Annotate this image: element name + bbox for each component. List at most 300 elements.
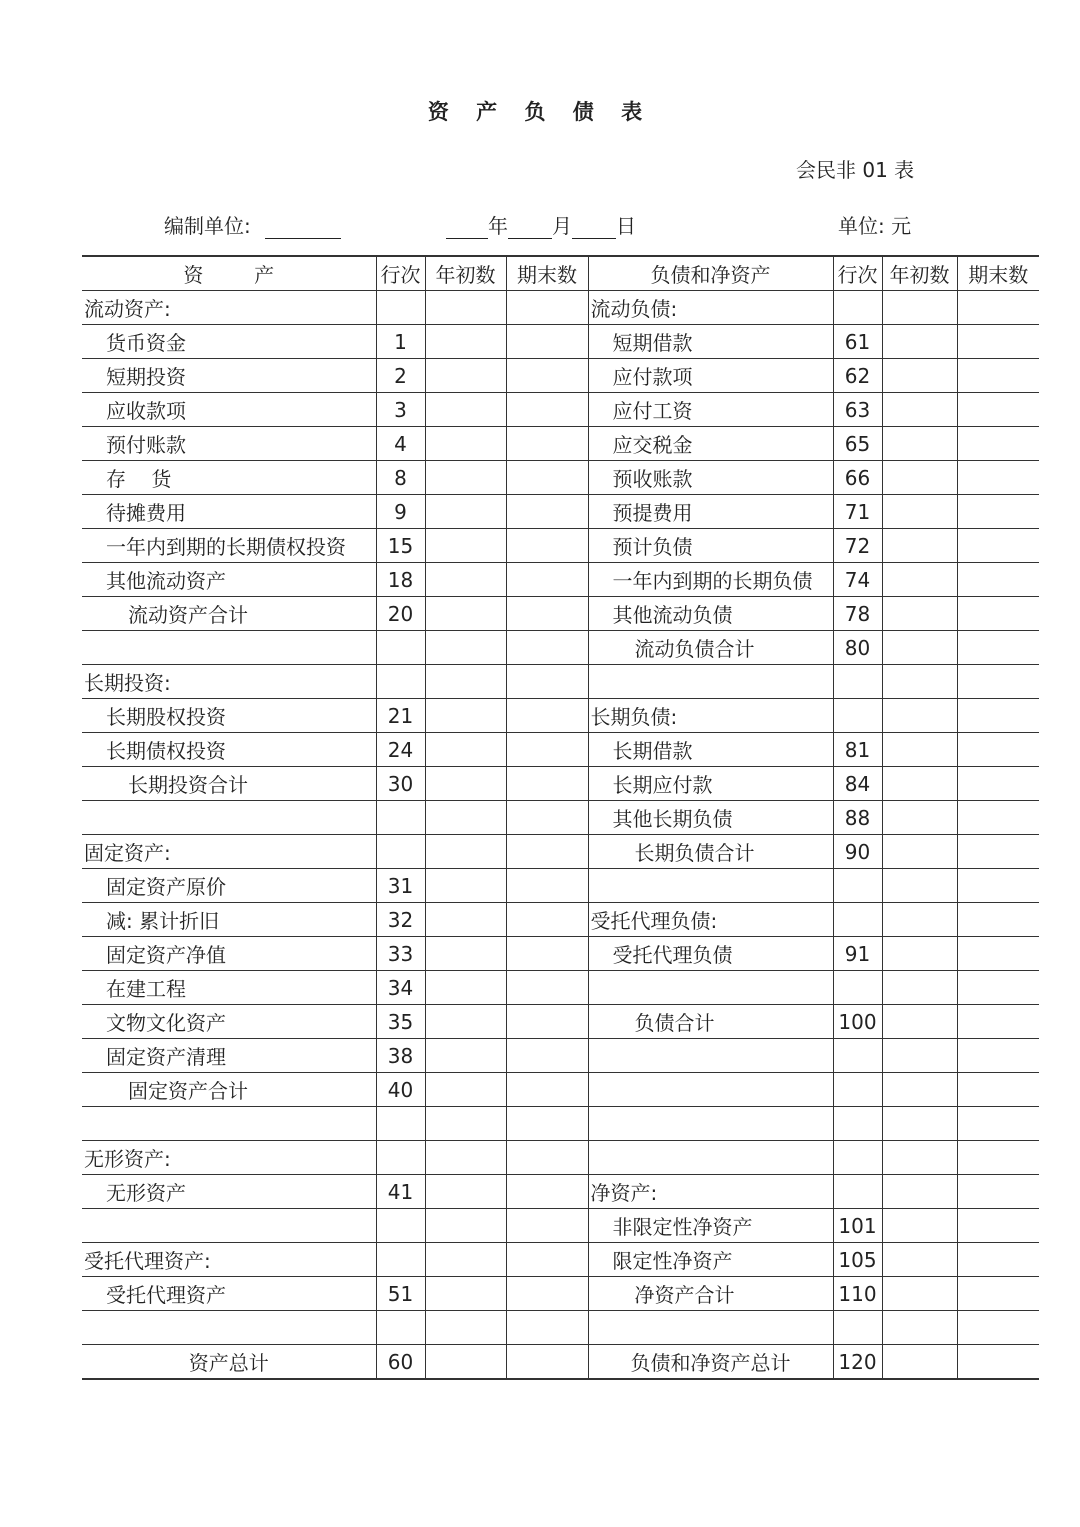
asset-end-value-cell[interactable] [506, 665, 588, 699]
liability-item-label: 其他流动负债 [588, 597, 833, 631]
liability-item-label [588, 1311, 833, 1345]
liability-line-number [833, 1141, 882, 1175]
table-row [82, 393, 1039, 427]
asset-begin-value-cell[interactable] [425, 665, 506, 699]
asset-line-number: 3 [376, 393, 425, 427]
asset-item-label: 受托代理资产: [82, 1243, 376, 1277]
asset-begin-value-cell[interactable] [425, 393, 506, 427]
asset-end-value-cell[interactable] [506, 733, 588, 767]
asset-begin-value-cell[interactable] [425, 1311, 506, 1345]
day-label: 日 [616, 214, 636, 238]
liability-begin-value-cell[interactable] [882, 1073, 957, 1107]
liability-end-value-cell[interactable] [957, 325, 1039, 359]
asset-line-number: 4 [376, 427, 425, 461]
liability-item-label: 预计负债 [588, 529, 833, 563]
asset-line-number: 21 [376, 699, 425, 733]
liability-begin-value-cell[interactable] [882, 767, 957, 801]
asset-item-label: 长期投资: [82, 665, 376, 699]
liability-line-number: 101 [833, 1209, 882, 1243]
liability-line-number [833, 1175, 882, 1209]
liability-begin-value-cell[interactable] [882, 1039, 957, 1073]
asset-line-number [376, 1107, 425, 1141]
liability-end-value-cell[interactable] [957, 937, 1039, 971]
asset-line-number: 30 [376, 767, 425, 801]
liability-item-label: 净资产合计 [588, 1277, 833, 1311]
asset-item-label: 长期股权投资 [82, 699, 376, 733]
liability-end-value-cell[interactable] [957, 699, 1039, 733]
asset-item-label: 资产总计 [82, 1345, 376, 1380]
liability-item-label: 长期负债合计 [588, 835, 833, 869]
asset-begin-value-cell[interactable] [425, 631, 506, 665]
liability-end-value-cell[interactable] [957, 631, 1039, 665]
liability-begin-value-cell[interactable] [882, 1243, 957, 1277]
liability-line-number [833, 1311, 882, 1345]
liability-begin-value-cell[interactable] [882, 1209, 957, 1243]
asset-end-value-cell[interactable] [506, 801, 588, 835]
asset-begin-value-cell[interactable] [425, 427, 506, 461]
asset-line-number [376, 1141, 425, 1175]
header-line-2: 行次 [833, 256, 882, 291]
asset-begin-value-cell[interactable] [425, 1277, 506, 1311]
liability-end-value-cell[interactable] [957, 1209, 1039, 1243]
liability-begin-value-cell[interactable] [882, 733, 957, 767]
liability-line-number: 66 [833, 461, 882, 495]
liability-begin-value-cell[interactable] [882, 563, 957, 597]
asset-line-number: 32 [376, 903, 425, 937]
asset-begin-value-cell[interactable] [425, 801, 506, 835]
liability-begin-value-cell[interactable] [882, 699, 957, 733]
liability-item-label: 应交税金 [588, 427, 833, 461]
asset-item-label: 固定资产: [82, 835, 376, 869]
liability-begin-value-cell[interactable] [882, 1005, 957, 1039]
asset-line-number [376, 835, 425, 869]
liability-end-value-cell[interactable] [957, 427, 1039, 461]
asset-end-value-cell[interactable] [506, 393, 588, 427]
liability-line-number: 90 [833, 835, 882, 869]
table-row [82, 937, 1039, 971]
asset-item-label: 长期债权投资 [82, 733, 376, 767]
asset-begin-value-cell[interactable] [425, 699, 506, 733]
table-row [82, 733, 1039, 767]
table-row [82, 1243, 1039, 1277]
asset-item-label: 受托代理资产 [82, 1277, 376, 1311]
asset-line-number: 24 [376, 733, 425, 767]
asset-end-value-cell[interactable] [506, 563, 588, 597]
table-row [82, 1141, 1039, 1175]
table-row [82, 801, 1039, 835]
asset-begin-value-cell[interactable] [425, 495, 506, 529]
asset-end-value-cell[interactable] [506, 869, 588, 903]
liability-line-number: 84 [833, 767, 882, 801]
asset-end-value-cell[interactable] [506, 1345, 588, 1380]
liability-begin-value-cell[interactable] [882, 1107, 957, 1141]
asset-line-number: 20 [376, 597, 425, 631]
liability-begin-value-cell[interactable] [882, 801, 957, 835]
asset-end-value-cell[interactable] [506, 699, 588, 733]
liability-end-value-cell[interactable] [957, 665, 1039, 699]
asset-item-label [82, 801, 376, 835]
asset-begin-value-cell[interactable] [425, 1073, 506, 1107]
liability-item-label [588, 869, 833, 903]
asset-begin-value-cell[interactable] [425, 1039, 506, 1073]
asset-begin-value-cell[interactable] [425, 1209, 506, 1243]
asset-end-value-cell[interactable] [506, 835, 588, 869]
asset-line-number [376, 631, 425, 665]
header-liability: 负债和净资产 [588, 256, 833, 291]
table-row [82, 767, 1039, 801]
liability-item-label: 净资产: [588, 1175, 833, 1209]
liability-line-number [833, 971, 882, 1005]
liability-begin-value-cell[interactable] [882, 359, 957, 393]
asset-line-number [376, 801, 425, 835]
liability-begin-value-cell[interactable] [882, 903, 957, 937]
liability-item-label: 流动负债合计 [588, 631, 833, 665]
asset-begin-value-cell[interactable] [425, 325, 506, 359]
table-row [82, 529, 1039, 563]
asset-item-label: 无形资产 [82, 1175, 376, 1209]
liability-end-value-cell[interactable] [957, 495, 1039, 529]
table-row [82, 1175, 1039, 1209]
asset-begin-value-cell[interactable] [425, 835, 506, 869]
liability-end-value-cell[interactable] [957, 733, 1039, 767]
liability-line-number: 120 [833, 1345, 882, 1380]
asset-begin-value-cell[interactable] [425, 529, 506, 563]
liability-item-label: 流动负债: [588, 291, 833, 325]
liability-line-number: 88 [833, 801, 882, 835]
asset-begin-value-cell[interactable] [425, 869, 506, 903]
liability-end-value-cell[interactable] [957, 1039, 1039, 1073]
liability-begin-value-cell[interactable] [882, 495, 957, 529]
asset-line-number: 34 [376, 971, 425, 1005]
liability-item-label: 预收账款 [588, 461, 833, 495]
liability-begin-value-cell[interactable] [882, 665, 957, 699]
asset-item-label: 固定资产合计 [82, 1073, 376, 1107]
liability-end-value-cell[interactable] [957, 1005, 1039, 1039]
liability-line-number: 91 [833, 937, 882, 971]
liability-end-value-cell[interactable] [957, 461, 1039, 495]
asset-item-label: 短期投资 [82, 359, 376, 393]
asset-begin-value-cell[interactable] [425, 1141, 506, 1175]
liability-item-label: 预提费用 [588, 495, 833, 529]
liability-item-label: 受托代理负债 [588, 937, 833, 971]
balance-sheet-table [82, 255, 1039, 1380]
table-row [82, 631, 1039, 665]
asset-line-number: 35 [376, 1005, 425, 1039]
liability-end-value-cell[interactable] [957, 1107, 1039, 1141]
header-row [82, 256, 1039, 291]
asset-item-label: 存 货 [82, 461, 376, 495]
liability-begin-value-cell[interactable] [882, 393, 957, 427]
liability-item-label: 长期应付款 [588, 767, 833, 801]
liability-item-label [588, 1073, 833, 1107]
asset-end-value-cell[interactable] [506, 1243, 588, 1277]
liability-begin-value-cell[interactable] [882, 1141, 957, 1175]
table-row [82, 1107, 1039, 1141]
asset-begin-value-cell[interactable] [425, 291, 506, 325]
asset-end-value-cell[interactable] [506, 971, 588, 1005]
liability-end-value-cell[interactable] [957, 971, 1039, 1005]
table-row [82, 563, 1039, 597]
liability-end-value-cell[interactable] [957, 1345, 1039, 1380]
preparing-unit-blank[interactable] [265, 216, 341, 239]
liability-line-number: 78 [833, 597, 882, 631]
table-row [82, 699, 1039, 733]
liability-end-value-cell[interactable] [957, 393, 1039, 427]
liability-line-number [833, 699, 882, 733]
asset-line-number: 8 [376, 461, 425, 495]
asset-end-value-cell[interactable] [506, 1141, 588, 1175]
liability-begin-value-cell[interactable] [882, 631, 957, 665]
liability-line-number [833, 1039, 882, 1073]
liability-end-value-cell[interactable] [957, 1243, 1039, 1277]
asset-item-label: 文物文化资产 [82, 1005, 376, 1039]
liability-end-value-cell[interactable] [957, 529, 1039, 563]
liability-begin-value-cell[interactable] [882, 461, 957, 495]
liability-line-number: 110 [833, 1277, 882, 1311]
liability-end-value-cell[interactable] [957, 1073, 1039, 1107]
header-begin: 年初数 [425, 256, 506, 291]
liability-line-number [833, 903, 882, 937]
asset-line-number: 31 [376, 869, 425, 903]
liability-line-number [833, 665, 882, 699]
table-row [82, 495, 1039, 529]
liability-item-label: 应付工资 [588, 393, 833, 427]
month-blank[interactable] [508, 216, 552, 239]
table-row [82, 835, 1039, 869]
asset-item-label: 无形资产: [82, 1141, 376, 1175]
liability-line-number [833, 869, 882, 903]
asset-line-number [376, 1243, 425, 1277]
liability-end-value-cell[interactable] [957, 563, 1039, 597]
asset-line-number: 2 [376, 359, 425, 393]
month-label: 月 [552, 214, 572, 238]
liability-line-number: 81 [833, 733, 882, 767]
liability-end-value-cell[interactable] [957, 291, 1039, 325]
liability-begin-value-cell[interactable] [882, 1345, 957, 1380]
liability-line-number: 65 [833, 427, 882, 461]
asset-item-label: 预付账款 [82, 427, 376, 461]
asset-item-label: 其他流动资产 [82, 563, 376, 597]
asset-item-label [82, 1209, 376, 1243]
liability-end-value-cell[interactable] [957, 767, 1039, 801]
asset-end-value-cell[interactable] [506, 291, 588, 325]
header-asset: 资 产 [82, 256, 376, 291]
asset-end-value-cell[interactable] [506, 767, 588, 801]
liability-item-label: 负债合计 [588, 1005, 833, 1039]
asset-end-value-cell[interactable] [506, 427, 588, 461]
asset-end-value-cell[interactable] [506, 461, 588, 495]
asset-line-number: 1 [376, 325, 425, 359]
asset-item-label: 减: 累计折旧 [82, 903, 376, 937]
liability-item-label: 长期负债: [588, 699, 833, 733]
asset-end-value-cell[interactable] [506, 903, 588, 937]
asset-end-value-cell[interactable] [506, 495, 588, 529]
asset-item-label [82, 1311, 376, 1345]
asset-begin-value-cell[interactable] [425, 937, 506, 971]
asset-end-value-cell[interactable] [506, 1175, 588, 1209]
liability-item-label [588, 1141, 833, 1175]
currency-unit: 单位: 元 [838, 214, 912, 238]
liability-line-number: 61 [833, 325, 882, 359]
asset-item-label: 在建工程 [82, 971, 376, 1005]
asset-end-value-cell[interactable] [506, 1209, 588, 1243]
liability-item-label [588, 971, 833, 1005]
table-row [82, 1345, 1039, 1380]
asset-end-value-cell[interactable] [506, 1073, 588, 1107]
liability-begin-value-cell[interactable] [882, 291, 957, 325]
table-row [82, 597, 1039, 631]
liability-item-label [588, 665, 833, 699]
asset-line-number: 15 [376, 529, 425, 563]
table-row [82, 1073, 1039, 1107]
asset-item-label [82, 1107, 376, 1141]
asset-end-value-cell[interactable] [506, 359, 588, 393]
header-line: 行次 [376, 256, 425, 291]
report-date [446, 210, 636, 239]
liability-line-number [833, 1107, 882, 1141]
liability-item-label: 限定性净资产 [588, 1243, 833, 1277]
asset-end-value-cell[interactable] [506, 1005, 588, 1039]
asset-item-label: 流动资产: [82, 291, 376, 325]
liability-item-label: 其他长期负债 [588, 801, 833, 835]
liability-item-label: 非限定性净资产 [588, 1209, 833, 1243]
day-blank[interactable] [572, 216, 616, 239]
asset-begin-value-cell[interactable] [425, 767, 506, 801]
asset-begin-value-cell[interactable] [425, 597, 506, 631]
liability-begin-value-cell[interactable] [882, 971, 957, 1005]
asset-item-label [82, 631, 376, 665]
asset-begin-value-cell[interactable] [425, 359, 506, 393]
table-row [82, 291, 1039, 325]
table-row [82, 1277, 1039, 1311]
preparing-unit-label: 编制单位: [164, 214, 251, 238]
header-end-2: 期末数 [957, 256, 1039, 291]
asset-line-number: 33 [376, 937, 425, 971]
asset-item-label: 固定资产净值 [82, 937, 376, 971]
liability-item-label: 一年内到期的长期负债 [588, 563, 833, 597]
asset-line-number [376, 1209, 425, 1243]
asset-end-value-cell[interactable] [506, 1039, 588, 1073]
asset-begin-value-cell[interactable] [425, 1107, 506, 1141]
table-row [82, 869, 1039, 903]
asset-end-value-cell[interactable] [506, 1311, 588, 1345]
asset-begin-value-cell[interactable] [425, 1243, 506, 1277]
asset-begin-value-cell[interactable] [425, 1345, 506, 1380]
liability-item-label: 负债和净资产总计 [588, 1345, 833, 1380]
liability-end-value-cell[interactable] [957, 1277, 1039, 1311]
liability-end-value-cell[interactable] [957, 903, 1039, 937]
liability-begin-value-cell[interactable] [882, 529, 957, 563]
liability-item-label: 受托代理负债: [588, 903, 833, 937]
liability-item-label [588, 1107, 833, 1141]
asset-begin-value-cell[interactable] [425, 563, 506, 597]
table-row [82, 325, 1039, 359]
asset-end-value-cell[interactable] [506, 631, 588, 665]
liability-line-number: 63 [833, 393, 882, 427]
table-row [82, 971, 1039, 1005]
asset-end-value-cell[interactable] [506, 597, 588, 631]
liability-begin-value-cell[interactable] [882, 325, 957, 359]
liability-end-value-cell[interactable] [957, 359, 1039, 393]
liability-begin-value-cell[interactable] [882, 1311, 957, 1345]
liability-line-number [833, 291, 882, 325]
asset-begin-value-cell[interactable] [425, 733, 506, 767]
asset-end-value-cell[interactable] [506, 937, 588, 971]
asset-begin-value-cell[interactable] [425, 971, 506, 1005]
asset-begin-value-cell[interactable] [425, 1175, 506, 1209]
table-row [82, 1209, 1039, 1243]
asset-line-number [376, 1311, 425, 1345]
asset-item-label: 固定资产原价 [82, 869, 376, 903]
asset-line-number: 60 [376, 1345, 425, 1380]
asset-item-label: 固定资产清理 [82, 1039, 376, 1073]
liability-item-label: 应付款项 [588, 359, 833, 393]
liability-line-number: 71 [833, 495, 882, 529]
asset-line-number: 9 [376, 495, 425, 529]
asset-begin-value-cell[interactable] [425, 903, 506, 937]
liability-line-number: 72 [833, 529, 882, 563]
asset-item-label: 待摊费用 [82, 495, 376, 529]
liability-begin-value-cell[interactable] [882, 427, 957, 461]
asset-begin-value-cell[interactable] [425, 461, 506, 495]
asset-item-label: 货币资金 [82, 325, 376, 359]
liability-line-number: 105 [833, 1243, 882, 1277]
page-title: 资 产 负 债 表 [427, 100, 653, 124]
asset-line-number: 41 [376, 1175, 425, 1209]
asset-end-value-cell[interactable] [506, 1277, 588, 1311]
year-blank[interactable] [446, 216, 488, 239]
table-row [82, 903, 1039, 937]
liability-line-number: 100 [833, 1005, 882, 1039]
table-row [82, 427, 1039, 461]
table-row [82, 1039, 1039, 1073]
asset-end-value-cell[interactable] [506, 529, 588, 563]
liability-end-value-cell[interactable] [957, 597, 1039, 631]
asset-begin-value-cell[interactable] [425, 1005, 506, 1039]
liability-end-value-cell[interactable] [957, 835, 1039, 869]
asset-line-number: 18 [376, 563, 425, 597]
table-row [82, 359, 1039, 393]
asset-end-value-cell[interactable] [506, 325, 588, 359]
liability-line-number: 74 [833, 563, 882, 597]
table-row [82, 461, 1039, 495]
asset-line-number [376, 665, 425, 699]
liability-begin-value-cell[interactable] [882, 937, 957, 971]
liability-begin-value-cell[interactable] [882, 1277, 957, 1311]
liability-begin-value-cell[interactable] [882, 835, 957, 869]
liability-end-value-cell[interactable] [957, 801, 1039, 835]
asset-line-number: 40 [376, 1073, 425, 1107]
asset-end-value-cell[interactable] [506, 1107, 588, 1141]
table-row [82, 1005, 1039, 1039]
liability-item-label [588, 1039, 833, 1073]
liability-line-number: 62 [833, 359, 882, 393]
header-end: 期末数 [506, 256, 588, 291]
asset-item-label: 长期投资合计 [82, 767, 376, 801]
liability-item-label: 短期借款 [588, 325, 833, 359]
liability-begin-value-cell[interactable] [882, 869, 957, 903]
liability-begin-value-cell[interactable] [882, 1175, 957, 1209]
header-begin-2: 年初数 [882, 256, 957, 291]
liability-line-number [833, 1073, 882, 1107]
liability-end-value-cell[interactable] [957, 1141, 1039, 1175]
liability-end-value-cell[interactable] [957, 1311, 1039, 1345]
asset-line-number [376, 291, 425, 325]
asset-item-label: 流动资产合计 [82, 597, 376, 631]
liability-end-value-cell[interactable] [957, 1175, 1039, 1209]
liability-begin-value-cell[interactable] [882, 597, 957, 631]
liability-end-value-cell[interactable] [957, 869, 1039, 903]
